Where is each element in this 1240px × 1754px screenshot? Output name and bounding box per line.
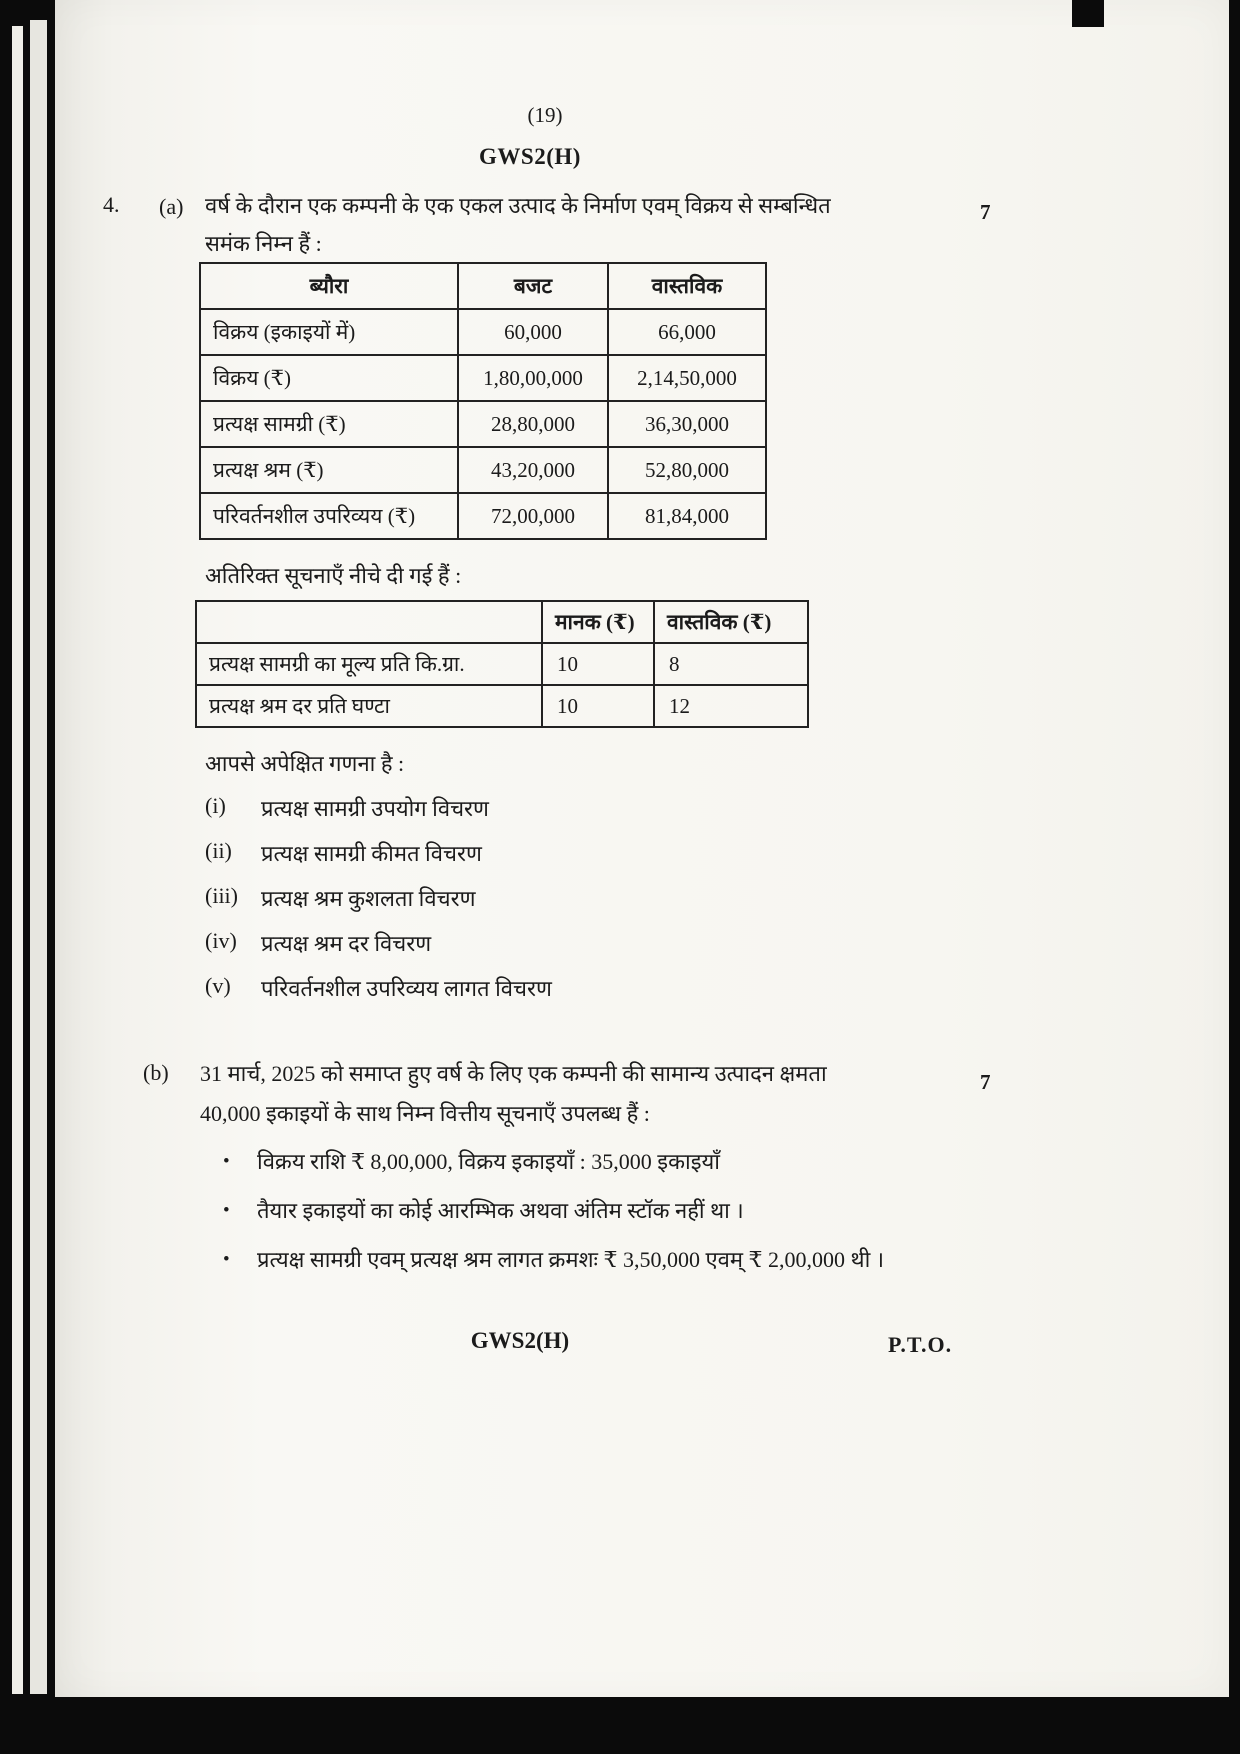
q4b-intro-line2: 40,000 इकाइयों के साथ निम्न वित्तीय सूचनाएँ उपलब्ध हैं : — [200, 1101, 650, 1126]
question-number: 4. — [103, 192, 120, 217]
table-row — [196, 643, 808, 685]
table2-header-blank — [196, 601, 542, 643]
row-standard-value: 10 — [542, 685, 654, 727]
pto-label: P.T.O. — [888, 1332, 953, 1357]
list-item-text: प्रत्यक्ष श्रम दर विचरण — [261, 931, 432, 956]
list-item-numeral: (iv) — [205, 928, 237, 953]
q4a-marks: 7 — [980, 200, 991, 224]
table-row — [200, 447, 766, 493]
row-actual-value: 66,000 — [608, 309, 766, 355]
row-actual-value: 12 — [654, 685, 808, 727]
q4a-intro-line1: वर्ष के दौरान एक कम्पनी के एक एकल उत्पाद के निर्माण एवम् विक्रय से सम्बन्धित — [205, 193, 831, 218]
row-budget-value: 72,00,000 — [458, 493, 608, 539]
q4a-intro-line2: समंक निम्न हैं : — [205, 231, 322, 256]
table-row — [200, 309, 766, 355]
row-actual-value: 36,30,000 — [608, 401, 766, 447]
list-item — [223, 1192, 923, 1230]
list-item — [205, 973, 845, 1018]
list-item — [205, 883, 845, 928]
table2-header-standard: मानक (₹) — [542, 601, 654, 643]
row-budget-value: 1,80,00,000 — [458, 355, 608, 401]
list-item-text: प्रत्यक्ष सामग्री कीमत विचरण — [261, 841, 482, 866]
table-row — [200, 401, 766, 447]
scan-page-edge-strip — [30, 20, 47, 1694]
table1-header-budget: बजट — [458, 263, 608, 309]
list-item — [223, 1143, 923, 1181]
row-label: विक्रय (इकाइयों में) — [200, 309, 458, 355]
list-item-text: विक्रय राशि ₹ 8,00,000, विक्रय इकाइयाँ : 35,000 इकाइयाँ — [257, 1149, 720, 1174]
list-item — [205, 928, 845, 973]
row-label: प्रत्यक्ष सामग्री का मूल्य प्रति कि.ग्रा. — [196, 643, 542, 685]
row-label: विक्रय (₹) — [200, 355, 458, 401]
list-item-numeral: (i) — [205, 793, 226, 818]
bullet-icon: • — [223, 1200, 230, 1221]
row-budget-value: 43,20,000 — [458, 447, 608, 493]
q4a-label: (a) — [159, 194, 184, 219]
q4b-intro-line1: 31 मार्च, 2025 को समाप्त हुए वर्ष के लिए एक कम्पनी की सामान्य उत्पादन क्षमता — [200, 1061, 827, 1086]
bullet-icon: • — [223, 1151, 230, 1172]
list-item-text: प्रत्यक्ष श्रम कुशलता विचरण — [261, 886, 476, 911]
q4b-marks: 7 — [980, 1070, 991, 1094]
row-actual-value: 8 — [654, 643, 808, 685]
scan-page-edge-strip — [12, 26, 23, 1694]
calculation-list — [205, 793, 845, 1018]
row-standard-value: 10 — [542, 643, 654, 685]
scanned-exam-page — [55, 0, 1229, 1697]
table-row — [200, 355, 766, 401]
row-budget-value: 60,000 — [458, 309, 608, 355]
table-header-row — [200, 263, 766, 309]
row-budget-value: 28,80,000 — [458, 401, 608, 447]
standard-vs-actual-rates-table — [195, 600, 809, 728]
required-calculations-text: आपसे अपेक्षित गणना है : — [205, 751, 405, 776]
table-row — [196, 685, 808, 727]
bullet-icon: • — [223, 1249, 230, 1270]
row-actual-value: 81,84,000 — [608, 493, 766, 539]
table-row — [200, 493, 766, 539]
row-label: प्रत्यक्ष सामग्री (₹) — [200, 401, 458, 447]
additional-info-text: अतिरिक्त सूचनाएँ नीचे दी गई हैं : — [205, 563, 462, 588]
list-item — [205, 838, 845, 883]
page-number: (19) — [527, 103, 563, 127]
row-actual-value: 52,80,000 — [608, 447, 766, 493]
row-label: प्रत्यक्ष श्रम (₹) — [200, 447, 458, 493]
row-label: प्रत्यक्ष श्रम दर प्रति घण्टा — [196, 685, 542, 727]
row-label: परिवर्तनशील उपरिव्यय (₹) — [200, 493, 458, 539]
list-item — [223, 1241, 923, 1279]
budget-vs-actual-table — [199, 262, 767, 540]
paper-code-header: GWS2(H) — [479, 144, 581, 169]
list-item — [205, 793, 845, 838]
table1-header-actual: वास्तविक — [608, 263, 766, 309]
list-item-numeral: (iii) — [205, 883, 238, 908]
q4b-label: (b) — [143, 1060, 169, 1085]
row-actual-value: 2,14,50,000 — [608, 355, 766, 401]
list-item-text: तैयार इकाइयों का कोई आरम्भिक अथवा अंतिम स्टॉक नहीं था । — [257, 1198, 744, 1223]
list-item-text: प्रत्यक्ष सामग्री एवम् प्रत्यक्ष श्रम लागत क्रमशः ₹ 3,50,000 एवम् ₹ 2,00,000 थी । — [257, 1247, 885, 1272]
paper-code-footer: GWS2(H) — [470, 1328, 570, 1353]
q4b-bullet-list — [223, 1143, 923, 1290]
list-item-text: प्रत्यक्ष सामग्री उपयोग विचरण — [261, 796, 489, 821]
table2-header-actual: वास्तविक (₹) — [654, 601, 808, 643]
list-item-numeral: (ii) — [205, 838, 232, 863]
table1-header-detail: ब्यौरा — [200, 263, 458, 309]
list-item-text: परिवर्तनशील उपरिव्यय लागत विचरण — [261, 976, 552, 1001]
list-item-numeral: (v) — [205, 973, 231, 998]
scan-corner-mark — [1072, 0, 1104, 27]
table-header-row — [196, 601, 808, 643]
